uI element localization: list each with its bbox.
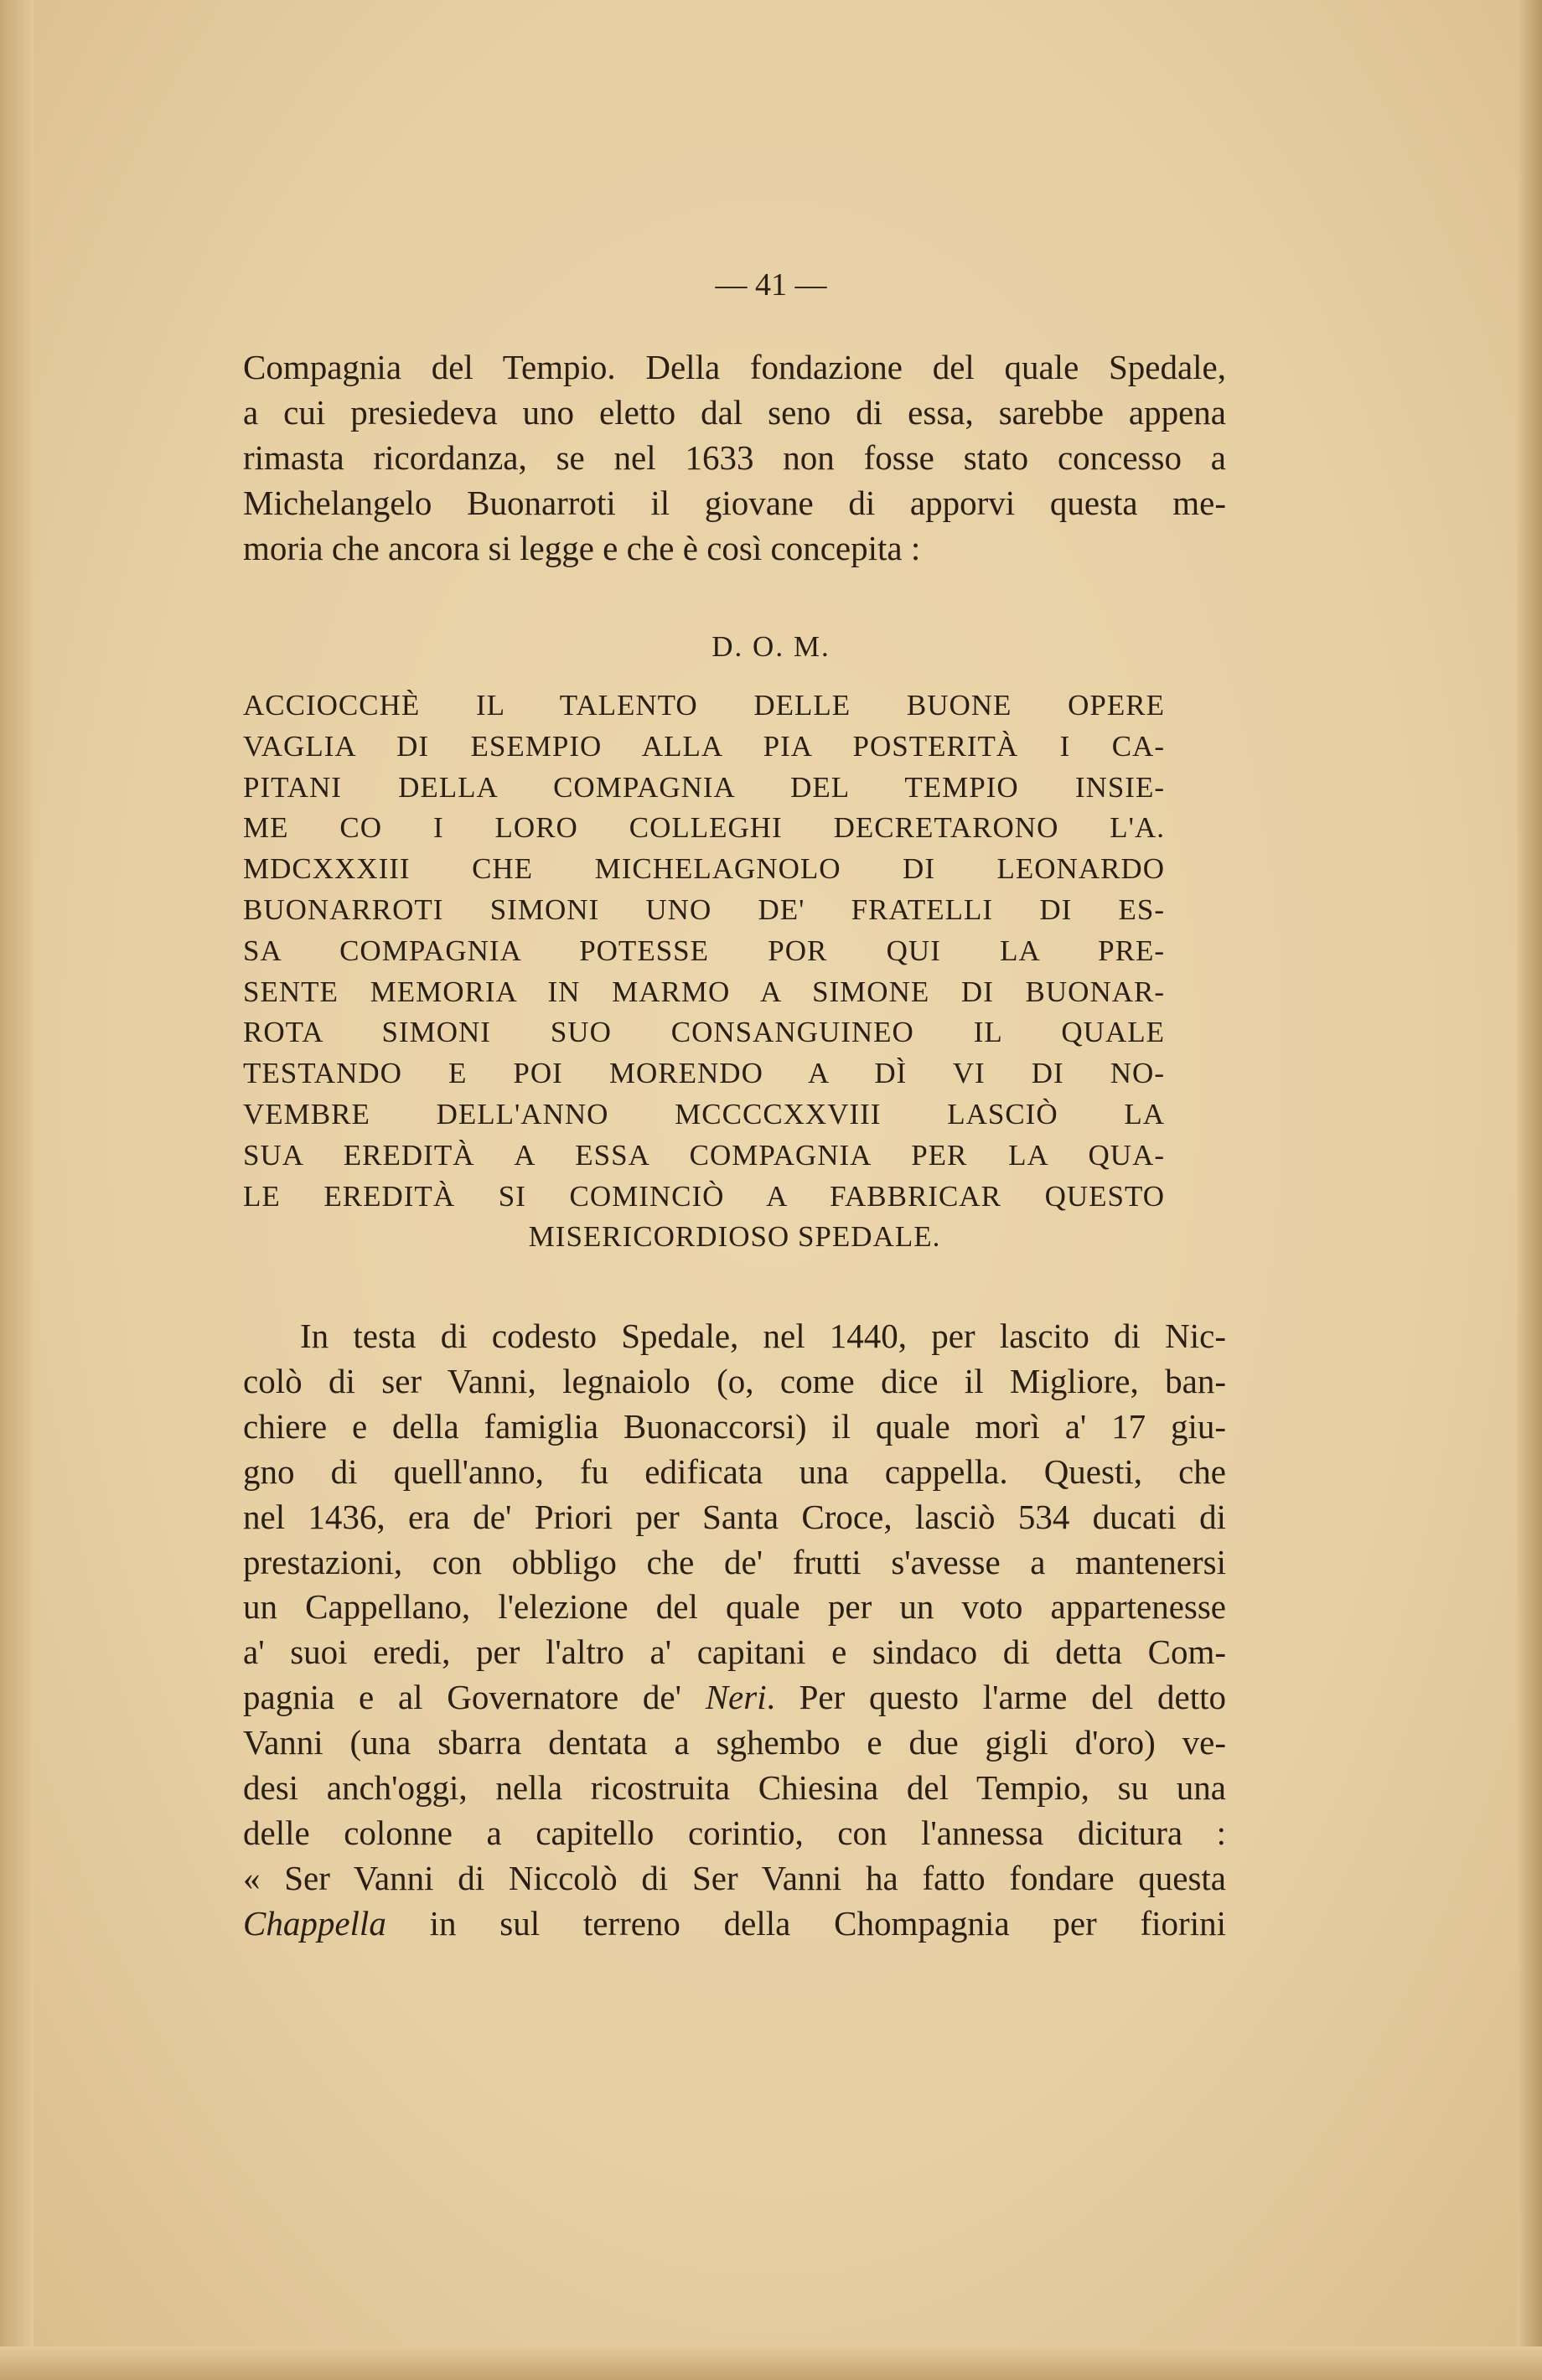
text-line: nel 1436, era de' Priori per Santa Croce, lasciò 534 ducati di [243,1497,1226,1536]
text-line: prestazioni, con obbligo che de' frutti s'avesse a mantenersi [243,1542,1226,1581]
text-line: moria che ancora si legge e che è così concepita : [243,528,921,567]
text-line: MDCXXXIII CHE MICHELAGNOLO DI LEONARDO [243,852,1165,886]
text-line: un Cappellano, l'elezione del quale per un voto appartenesse [243,1587,1226,1627]
page-number: — 41 — [715,267,827,303]
text-line: MISERICORDIOSO SPEDALE. [528,1220,941,1254]
italic-word: Chappella [243,1903,386,1943]
text-line: « Ser Vanni di Niccolò di Ser Vanni ha fatto fondare questa [243,1858,1226,1897]
text-line: VEMBRE DELL'ANNO MCCCCXXVIII LASCIÒ LA [243,1098,1165,1130]
text-line: a cui presiedeva uno eletto dal seno di essa, sarebbe appena [243,392,1226,432]
text-line: rimasta ricordanza, se nel 1633 non fosse stato concesso a [243,437,1226,477]
text-line: Compagnia del Tempio. Della fondazione del quale Spedale, [243,348,1226,386]
text-line: In testa di codesto Spedale, nel 1440, per lascito di Nic- [300,1317,1226,1355]
text-line [243,1674,1226,1720]
text-line: delle colonne a capitello corintio, con l'annessa dicitura : [243,1813,1226,1852]
text-line: desi anch'oggi, nella ricostruita Chiesina del Tempio, su una [243,1768,1226,1807]
text-line: colò di ser Vanni, legnaiolo (o, come dice il Migliore, ban- [243,1361,1226,1400]
text-line: a' suoi eredi, per l'altro a' capitani e sindaco di detta Com- [243,1632,1226,1672]
text-line: ME CO I LORO COLLEGHI DECRETARONO L'A. [243,811,1165,845]
page-left-edge [0,0,34,2380]
text-segment: . Per questo l'arme del detto [766,1678,1226,1717]
text-line: Vanni (una sbarra dentata a sghembo e due gigli d'oro) ve- [243,1723,1226,1762]
text-line: SUA EREDITÀ A ESSA COMPAGNIA PER LA QUA- [243,1138,1165,1172]
text-line: TESTANDO E POI MORENDO A DÌ VI DI NO- [243,1057,1165,1090]
text-line: gno di quell'anno, fu edificata una cappella. Questi, che [243,1451,1226,1491]
text-line: SA COMPAGNIA POTESSE POR QUI LA PRE- [243,934,1165,967]
text-line: VAGLIA DI ESEMPIO ALLA PIA POSTERITÀ I CA- [243,729,1165,763]
italic-word: Neri [705,1678,767,1717]
text-line [243,1901,1226,1946]
text-line: ROTA SIMONI SUO CONSANGUINEO IL QUALE [243,1016,1165,1049]
text-line: chiere e della famiglia Buonaccorsi) il quale morì a' 17 giu- [243,1406,1226,1446]
text-line: PITANI DELLA COMPAGNIA DEL TEMPIO INSIE- [243,770,1165,804]
page-bottom-edge [0,2346,1542,2380]
text-line: Michelangelo Buonarroti il giovane di apporvi questa me- [243,483,1226,522]
text-line: BUONARROTI SIMONI UNO DE' FRATELLI DI ES- [243,893,1165,926]
page-right-edge [1517,0,1542,2380]
text-line: LE EREDITÀ SI COMINCIÒ A FABBRICAR QUESTO [243,1179,1165,1213]
inscription-heading: D. O. M. [711,630,831,663]
text-line: ACCIOCCHÈ IL TALENTO DELLE BUONE OPERE [243,689,1165,722]
text-segment: in sul terreno della Chompagnia per fiorini [386,1903,1226,1943]
text-segment: pagnia e al Governatore de' [243,1678,706,1717]
text-line: SENTE MEMORIA IN MARMO A SIMONE DI BUONAR- [243,975,1165,1008]
